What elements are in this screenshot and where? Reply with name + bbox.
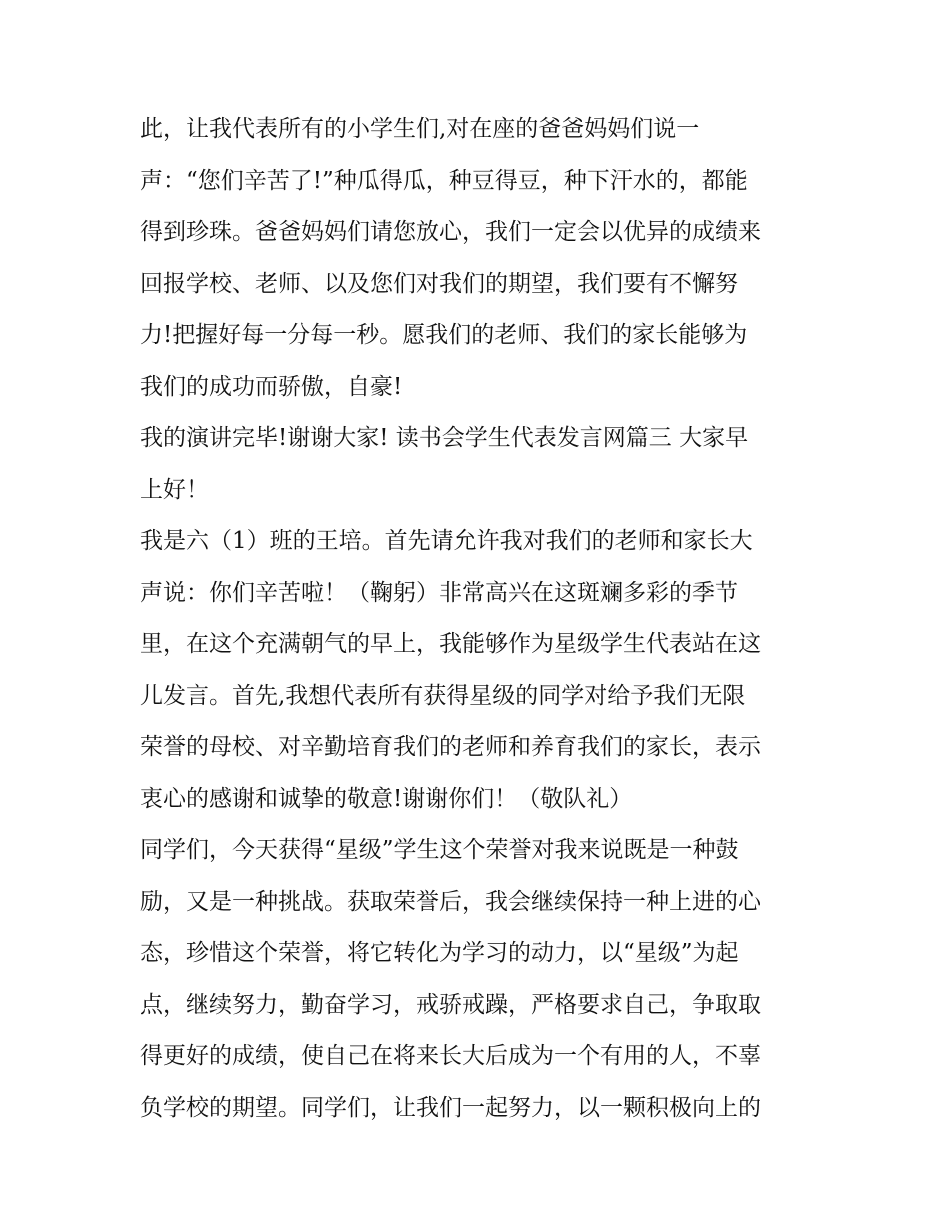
text-line: 点，继续努力，勤奋学习，戒骄戒躁，严格要求自己，争取取 [140, 991, 761, 1018]
text-line: 此，让我代表所有的小学生们,对在座的爸爸妈妈们说一 [140, 116, 700, 142]
text-line: 态，珍惜这个荣誉，将它转化为学习的动力，以“星级”为起 [140, 940, 739, 966]
text-line: 里，在这个充满朝气的早上，我能够作为星级学生代表站在这 [140, 631, 761, 657]
text-line: 负学校的期望。同学们，让我们一起努力，以一颗积极向上的 [140, 1094, 761, 1121]
text-line: 励，又是一种挑战。获取荣誉后，我会继续保持一种上进的心 [140, 888, 761, 915]
text-line: 上好！ [140, 476, 209, 503]
document-body [140, 104, 820, 1134]
text-line: 得更好的成绩，使自己在将来长大后成为一个有用的人，不辜 [140, 1043, 761, 1069]
text-line: 同学们，今天获得“星级”学生这个荣誉对我来说既是一种鼓 [140, 837, 739, 863]
text-line: 我的演讲完毕!谢谢大家! 读书会学生代表发言网篇三 大家早 [140, 425, 749, 451]
text-line: 儿发言。首先,我想代表所有获得星级的同学对给予我们无限 [140, 682, 746, 709]
text-line: 我们的成功而骄傲，自豪! [140, 373, 403, 400]
text-line: 荣誉的母校、对辛勤培育我们的老师和养育我们的家长，表示 [140, 734, 761, 760]
text-line: 声说：你们辛苦啦！（鞠躬）非常高兴在这斑斓多彩的季节 [140, 579, 738, 606]
text-line: 衷心的感谢和诚挚的敬意!谢谢你们！（敬队礼） [140, 785, 633, 812]
text-line: 得到珍珠。爸爸妈妈们请您放心，我们一定会以优异的成绩来 [140, 219, 761, 245]
text-line: 回报学校、老师、以及您们对我们的期望，我们要有不懈努 [140, 270, 738, 297]
text-line: 声：“您们辛苦了!”种瓜得瓜，种豆得豆，种下汗水的，都能 [140, 167, 748, 194]
text-line: 力!把握好每一分每一秒。愿我们的老师、我们的家长能够为 [140, 322, 748, 348]
text-line: 我是六（1）班的王培。首先请允许我对我们的老师和家长大 [140, 528, 753, 554]
